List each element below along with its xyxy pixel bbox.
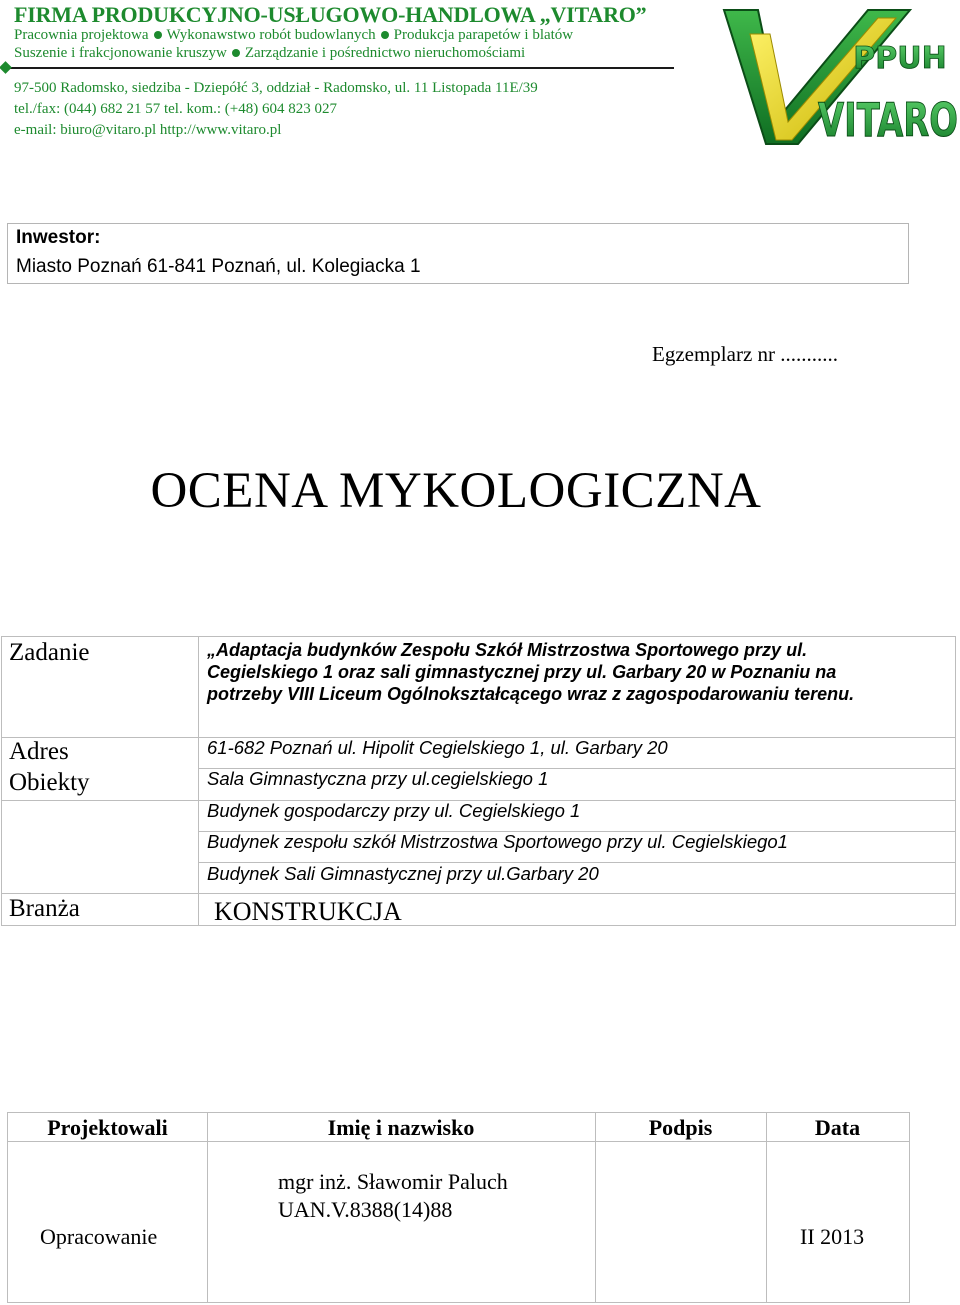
object-item: Budynek zespołu szkół Mistrzostwa Sportowego przy ul. Cegielskiego1 — [207, 831, 788, 852]
header-signature: Podpis — [648, 1115, 713, 1140]
branch-value: KONSTRUKCJA — [214, 897, 402, 926]
author-license: UAN.V.8388(14)88 — [278, 1197, 453, 1222]
service-item: Zarządzanie i pośrednictwo nieruchomościami — [244, 45, 526, 61]
address-value: 61-682 Poznań ul. Hipolit Cegielskiego 1, ul. Garbary 20 — [207, 737, 668, 758]
task-value: „Adaptacja budynków Zespołu Szkół Mistrzostwa Sportowego przy ul. Cegielskiego 1 oraz sali gimnastycznej przy ul. Garbary 20 w Poznaniu na potrzeby VIII Liceum Ogólnokształcącego wraz z zagospodarowaniu terenu. — [207, 640, 855, 704]
branch-label: Branża — [9, 895, 80, 922]
header-date: Data — [814, 1115, 861, 1140]
authors-table — [7, 1112, 910, 1303]
author-date: II 2013 — [800, 1224, 865, 1249]
object-item: Sala Gimnastyczna przy ul.cegielskiego 1 — [207, 768, 549, 789]
investor-box — [7, 223, 909, 284]
header-divider — [8, 67, 674, 69]
service-item: Produkcja parapetów i blatów — [393, 27, 574, 43]
logo-bottom-text: VITARO — [818, 93, 958, 147]
address-label: Adres — [9, 738, 69, 765]
logo-top-text: PPUH — [853, 41, 947, 76]
objects-label: Obiekty — [9, 769, 90, 796]
service-item: Wykonawstwo robót budowlanych — [166, 27, 376, 43]
company-email: e-mail: biuro@vitaro.pl http://www.vitaro.pl — [14, 122, 282, 138]
copy-number: Egzemplarz nr ........... — [652, 342, 839, 366]
header-name: Imię i nazwisko — [327, 1115, 475, 1140]
project-info-table — [1, 636, 956, 926]
bullet-dot-icon — [381, 31, 389, 39]
author-role: Opracowanie — [40, 1224, 158, 1249]
services-line-2 — [14, 45, 525, 62]
diamond-icon — [0, 61, 12, 74]
document-title: OCENA MYKOLOGICZNA — [150, 463, 762, 519]
service-item: Suszenie i frakcjonowanie kruszyw — [14, 45, 227, 61]
task-label: Zadanie — [9, 639, 90, 666]
object-item: Budynek Sali Gimnastycznej przy ul.Garbary 20 — [207, 863, 599, 884]
header-projektowali: Projektowali — [47, 1115, 168, 1140]
bullet-dot-icon — [232, 49, 240, 57]
company-name: FIRMA PRODUKCYJNO-USŁUGOWO-HANDLOWA „VITARO” — [14, 2, 647, 27]
company-phone: tel./fax: (044) 682 21 57 tel. kom.: (+48) 604 823 027 — [14, 101, 337, 117]
company-address: 97-500 Radomsko, siedziba - Dziepółć 3, oddział - Radomsko, ul. 11 Listopada 11E/39 — [14, 80, 538, 96]
investor-label: Inwestor: — [16, 227, 101, 248]
bullet-dot-icon — [154, 31, 162, 39]
author-name: mgr inż. Sławomir Paluch — [278, 1169, 508, 1194]
investor-value: Miasto Poznań 61-841 Poznań, ul. Kolegiacka 1 — [16, 256, 421, 277]
services-line-1 — [14, 27, 573, 44]
service-item: Pracownia projektowa — [14, 27, 149, 43]
vitaro-logo — [718, 4, 958, 149]
object-item: Budynek gospodarczy przy ul. Cegielskiego 1 — [207, 800, 581, 821]
